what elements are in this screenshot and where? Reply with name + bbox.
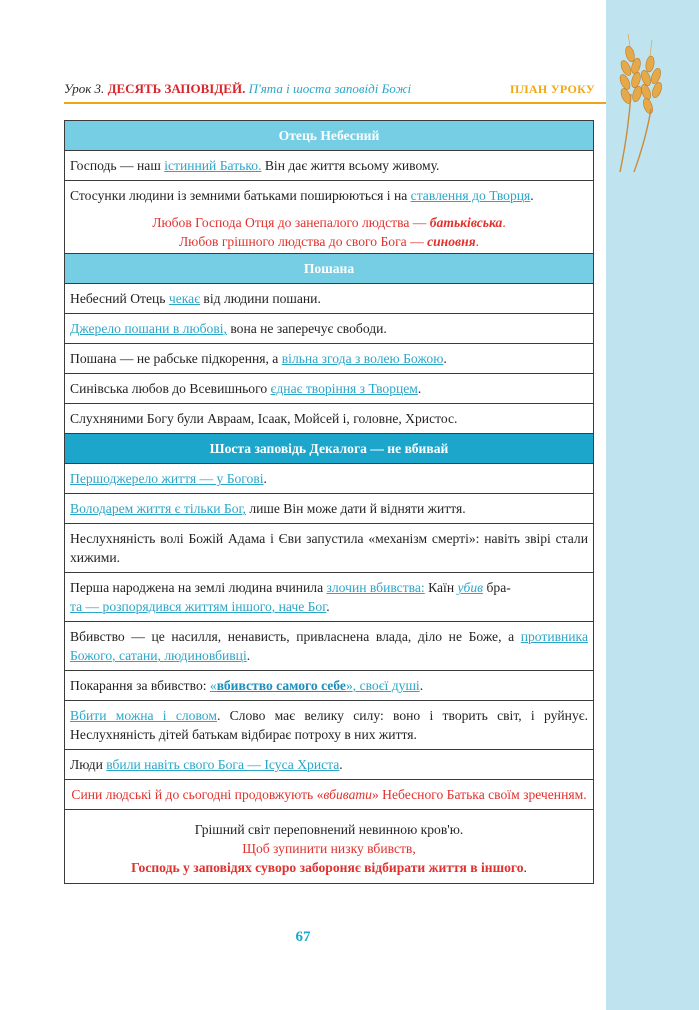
table-row: Вбивство — це насилля, ненависть, привласнена влада, діло не Боже, а противника Божого, сатани, людиновбивці.	[65, 622, 594, 671]
link-text: противника Божого, сатани, людиновбивці	[70, 629, 588, 663]
link-text: Джерело пошани в любові,	[70, 321, 227, 336]
plan-label: ПЛАН УРОКУ	[510, 82, 595, 96]
table-row: Неслухняність волі Божій Адама і Єви запустила «механізм смерті»: навіть звірі стали хижими.	[65, 524, 594, 573]
header-divider	[64, 102, 606, 104]
table-row: Люди вбили навіть свого Бога — Ісуса Христа.	[65, 750, 594, 780]
table-row: Сини людські й до сьогодні продовжують «вбивати» Небесного Батька своїм зреченням.	[65, 780, 594, 810]
link-text: Володарем життя є тільки Бог,	[70, 501, 246, 516]
link-text: єднає творіння з Творцем	[270, 381, 418, 396]
lesson-subtitle: П'ята і шоста заповіді Божі	[248, 81, 412, 96]
link-text: Вбити можна і словом	[70, 708, 217, 723]
table-row: Слухняними Богу були Авраам, Ісаак, Мойсей і, головне, Христос.	[65, 404, 594, 434]
page-header	[64, 80, 595, 100]
wheat-icon	[612, 34, 668, 174]
link-text: злочин вбивства:	[326, 580, 425, 595]
lesson-plan-table	[64, 120, 594, 884]
link-text: чекає	[168, 291, 201, 306]
link-text: своєї душі	[359, 678, 420, 693]
section-title-sixth: Шоста заповідь Декалога — не вбивай	[65, 434, 594, 464]
table-row: Синівська любов до Всевишнього єднає творіння з Творцем.	[65, 374, 594, 404]
table-row: Джерело пошани в любові, вона не заперечує свободи.	[65, 314, 594, 344]
link-text: убив	[457, 580, 484, 595]
table-row: Стосунки людини із земними батьками поширюються і на ставлення до Творця. Любов Господа Отця до занепалого людства — батьківська. Любов грішного людства до свого Бога — синовня.	[65, 181, 594, 254]
table-row: Пошана — не рабське підкорення, а вільна згода з волею Божою.	[65, 344, 594, 374]
table-row: Першоджерело життя — у Богові.	[65, 464, 594, 494]
page-number: 67	[295, 929, 311, 945]
table-row: Покарання за вбивство: «вбивство самого себе», своєї душі.	[65, 671, 594, 701]
link-text: істинний Батько.	[164, 158, 262, 173]
link-text: вбили навіть свого Бога — Ісуса Христа	[106, 757, 340, 772]
table-row: Господь — наш істинний Батько. Він дає життя всьому живому.	[65, 151, 594, 181]
link-text: ставлення до Творця	[410, 188, 531, 203]
table-row: Перша народжена на землі людина вчинила злочин вбивства: Каїн убив бра- та — розпорядився життям іншого, наче Бог.	[65, 573, 594, 622]
link-text: та — розпорядився життям іншого, наче Бог	[70, 599, 327, 614]
table-row: Небесний Отець чекає від людини пошани.	[65, 284, 594, 314]
table-row: Володарем життя є тільки Бог, лише Він може дати й відняти життя.	[65, 494, 594, 524]
conclusion-row: Грішний світ переповнений невинною кров'ю. Щоб зупинити низку вбивств, Господь у заповідях суворо забороняє відбирати життя в іншого.	[65, 810, 594, 884]
link-text: Першоджерело життя — у Богові	[70, 471, 264, 486]
lesson-title: ДЕСЯТЬ ЗАПОВІДЕЙ.	[107, 81, 246, 96]
link-text: вбивство самого себе	[216, 678, 346, 693]
section-title-father: Отець Небесний	[65, 121, 594, 151]
love-statement: Любов Господа Отця до занепалого людства — батьківська. Любов грішного людства до свого Бога — синовня.	[152, 215, 506, 249]
link-text: вільна згода з волею Божою	[281, 351, 444, 366]
lesson-number: Урок 3.	[64, 81, 108, 96]
section-title-honor: Пошана	[65, 254, 594, 284]
table-row: Вбити можна і словом. Слово має велику силу: воно і творить світ, і руйнує. Неслухняність дітей батькам відбирає потроху в них життя.	[65, 701, 594, 750]
